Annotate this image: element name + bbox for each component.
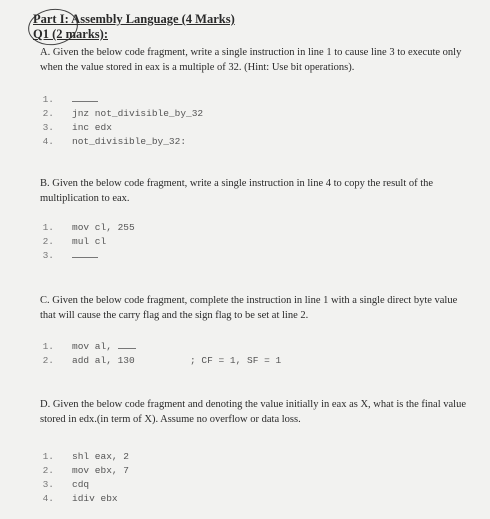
question-title: Q1 (2 marks):: [33, 27, 108, 41]
code-text: mov al,: [72, 341, 118, 352]
question-b-prompt: B. Given the below code fragment, write a single instruction in line 4 to copy the result of the multiplication to eax.: [40, 178, 434, 204]
line-number: 1.: [42, 94, 54, 105]
line-number: 4.: [42, 493, 54, 504]
answer-blank[interactable]: [118, 342, 136, 349]
question-a-prompt: A. Given the below code fragment, write a single instruction in line 1 to cause line 3 to execute only when the value stored in eax is a multiple of 32. (Hint: Use bit operations).: [40, 47, 462, 73]
code-text: shl eax, 2: [72, 451, 130, 462]
part-title: Part I: Assembly Language (4 Marks): [33, 12, 235, 26]
code-text: jnz not_divisible_by_32: [72, 108, 204, 119]
code-text: mov ebx, 7: [72, 465, 130, 476]
question-c-prompt: C. Given the below code fragment, complete the instruction in line 1 with a single direct byte value that will cause the carry flag and the sign flag to be set at line 2.: [40, 295, 458, 321]
code-text: cdq: [72, 479, 90, 490]
code-text: idiv ebx: [72, 493, 118, 504]
line-number: 1.: [42, 222, 54, 233]
line-number: 2.: [42, 465, 54, 476]
code-text: mul cl: [72, 236, 107, 247]
line-number: 3.: [42, 479, 54, 490]
line-number: 2.: [42, 236, 54, 247]
code-text: inc edx: [72, 122, 112, 133]
line-number: 2.: [42, 355, 54, 366]
line-number: 1.: [42, 341, 54, 352]
answer-blank[interactable]: [72, 95, 98, 102]
line-number: 2.: [42, 108, 54, 119]
code-text: mov cl, 255: [72, 222, 135, 233]
answer-blank[interactable]: [72, 251, 98, 258]
code-text: add al, 130: [72, 355, 135, 366]
code-comment: ; CF = 1, SF = 1: [190, 355, 282, 366]
line-number: 4.: [42, 136, 54, 147]
line-number: 1.: [42, 451, 54, 462]
line-number: 3.: [42, 122, 54, 133]
question-d-prompt: D. Given the below code fragment and denoting the value initially in eax as X, what is the final value stored in edx.(in term of X). Assume no overflow or data loss.: [40, 399, 466, 425]
line-number: 3.: [42, 250, 54, 261]
code-text: not_divisible_by_32:: [72, 136, 187, 147]
